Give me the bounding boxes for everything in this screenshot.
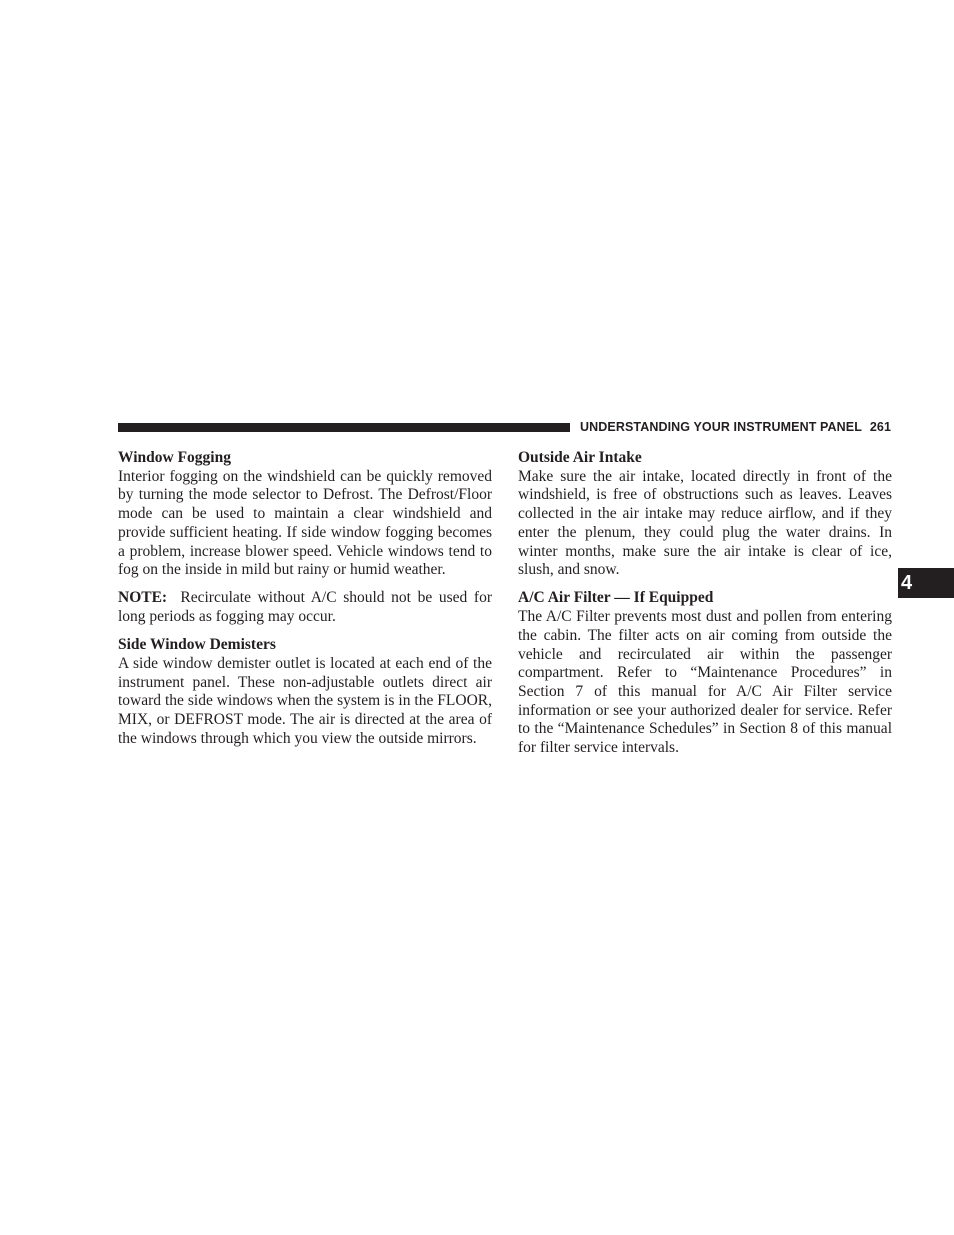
note-body: Recirculate without A/C should not be used for long periods as fogging may occur. xyxy=(118,589,492,626)
running-header xyxy=(580,420,891,435)
right-column xyxy=(518,449,892,758)
window-fogging-heading: Window Fogging xyxy=(118,449,231,466)
outside-air-intake-body: Make sure the air intake, located directly in front of the windshield, is free of obstructions such as leaves. Leaves collected in the air intake may reduce airflow, and if they enter the plenum, they could plug the water drains. In winter months, make sure the air intake is clear of ice, slush, and snow. xyxy=(518,467,892,579)
window-fogging-body: Interior fogging on the windshield can be quickly removed by turning the mode selector to Defrost. The Defrost/Floor mode can be used to maintain a clear windshield and provide sufficient heating. If side window fogging becomes a problem, increase blower speed. Vehicle windows tend to fog on the inside in mild but rainy or humid weather. xyxy=(118,467,492,579)
left-column xyxy=(118,449,492,749)
section-title: UNDERSTANDING YOUR INSTRUMENT PANEL xyxy=(580,420,862,434)
outside-air-intake-heading: Outside Air Intake xyxy=(518,449,642,466)
page-number: 261 xyxy=(869,420,891,434)
chapter-tab: 4 xyxy=(898,568,954,598)
side-window-demisters-heading: Side Window Demisters xyxy=(118,636,276,654)
note-paragraph xyxy=(118,589,492,626)
ac-air-filter-heading: A/C Air Filter — If Equipped xyxy=(518,589,714,607)
header-rule xyxy=(118,423,570,432)
side-window-demisters-body: A side window demister outlet is located at each end of the instrument panel. These non-adjustable outlets direct air toward the side windows when the system is in the FLOOR, MIX, or DEFROST mode. The air is directed at the area of the windows through which you view the outside mirrors. xyxy=(118,655,492,747)
note-label: NOTE: xyxy=(118,589,168,607)
ac-air-filter-body: The A/C Filter prevents most dust and pollen from entering the cabin. The filter acts on air coming from outside the vehicle and recirculated air within the passenger compartment. Refer to “Maintenance Procedures” in Section 7 of this manual for A/C Air Filter service information or see your authorized dealer for service. Refer to the “Maintenance Schedules” in Section 8 of this manual for filter service intervals. xyxy=(518,608,892,757)
